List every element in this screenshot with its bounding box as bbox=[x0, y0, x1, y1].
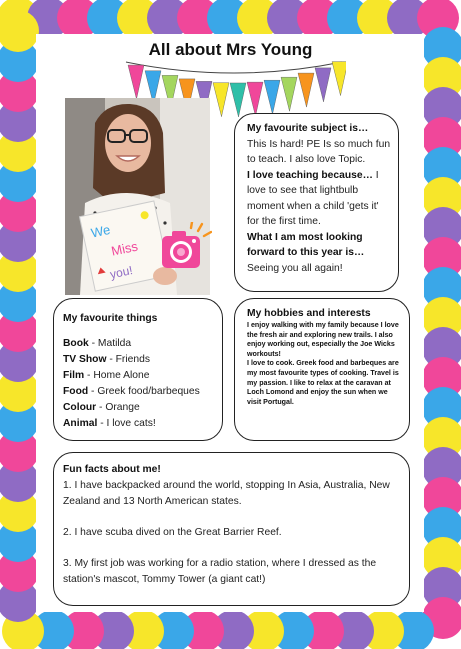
item-label: Colour bbox=[63, 402, 97, 413]
bunting-flag bbox=[213, 83, 229, 117]
hobbies-text-1: I enjoy walking with my family because I love the fresh air and exploring new trails. I also enjoy working out, especially the Joe Wicks workouts! bbox=[247, 321, 399, 358]
item-label: Film bbox=[63, 370, 85, 381]
bunting-flag bbox=[247, 82, 263, 116]
teaching-heading: I love teaching because… bbox=[247, 169, 373, 181]
hobbies-box bbox=[234, 298, 410, 441]
subject-heading: My favourite subject is… bbox=[247, 123, 369, 134]
bunting-flag bbox=[264, 80, 280, 114]
list-item bbox=[63, 336, 214, 352]
fact-1: 1. I have backpacked around the world, stopping In Asia, Australia, New Zealand and 13 North American states. bbox=[63, 480, 390, 507]
bunting-flag bbox=[128, 65, 144, 99]
fact-2: 2. I have scuba dived on the Great Barrier Reef. bbox=[63, 527, 282, 538]
item-label: Book bbox=[63, 338, 89, 349]
item-value: - Orange bbox=[96, 402, 140, 413]
favourite-subject-box bbox=[234, 113, 399, 292]
camera-icon bbox=[158, 222, 212, 274]
hobbies-text-2: I love to cook. Greek food and barbeques are my most favourite types of cooking. Travel is my passion. I like to relax at the caravan at Loch Lomond and enjoy the sun when we visit Portugal. bbox=[247, 359, 399, 406]
list-item bbox=[63, 416, 214, 432]
fun-facts-box bbox=[53, 452, 410, 606]
item-value: - Friends bbox=[106, 354, 150, 365]
favourite-things-box bbox=[53, 298, 223, 441]
card-text-you: you! bbox=[108, 263, 134, 282]
bunting-flag bbox=[332, 62, 346, 96]
favourite-things-heading: My favourite things bbox=[63, 313, 158, 324]
hobbies-heading: My hobbies and interests bbox=[247, 308, 371, 319]
bunting-flag bbox=[281, 77, 297, 111]
fun-facts-heading: Fun facts about me! bbox=[63, 464, 161, 475]
page-title: All about Mrs Young bbox=[148, 40, 313, 59]
card-text-miss: Miss bbox=[109, 238, 140, 259]
bunting-flag bbox=[298, 73, 314, 107]
item-label: Food bbox=[63, 386, 89, 397]
list-item bbox=[63, 400, 214, 416]
item-value: - Greek food/barbeques bbox=[88, 386, 200, 397]
teaching-text: I love to see that lightbulb moment when a child 'gets it' for the first time. bbox=[247, 169, 379, 227]
subject-text: This Is hard! PE Is so much fun to teach. I also love Topic. bbox=[247, 138, 391, 165]
item-label: Animal bbox=[63, 418, 98, 429]
bunting-flag bbox=[230, 83, 246, 117]
item-value: - Home Alone bbox=[84, 370, 150, 381]
fact-3: 3. My first job was working for a radio station, where I dressed as the station's mascot, Tommy Tower (a giant cat!) bbox=[63, 558, 377, 585]
item-label: TV Show bbox=[63, 354, 107, 365]
card-text-we: We bbox=[89, 221, 112, 241]
list-item bbox=[63, 352, 214, 368]
looking-forward-text: Seeing you all again! bbox=[247, 262, 343, 274]
list-item bbox=[63, 384, 214, 400]
looking-forward-heading: What I am most looking forward to this year is… bbox=[247, 231, 365, 258]
list-item bbox=[63, 368, 214, 384]
bunting-flag bbox=[315, 68, 331, 102]
item-value: - Matilda bbox=[88, 338, 132, 349]
item-value: - I love cats! bbox=[97, 418, 156, 429]
